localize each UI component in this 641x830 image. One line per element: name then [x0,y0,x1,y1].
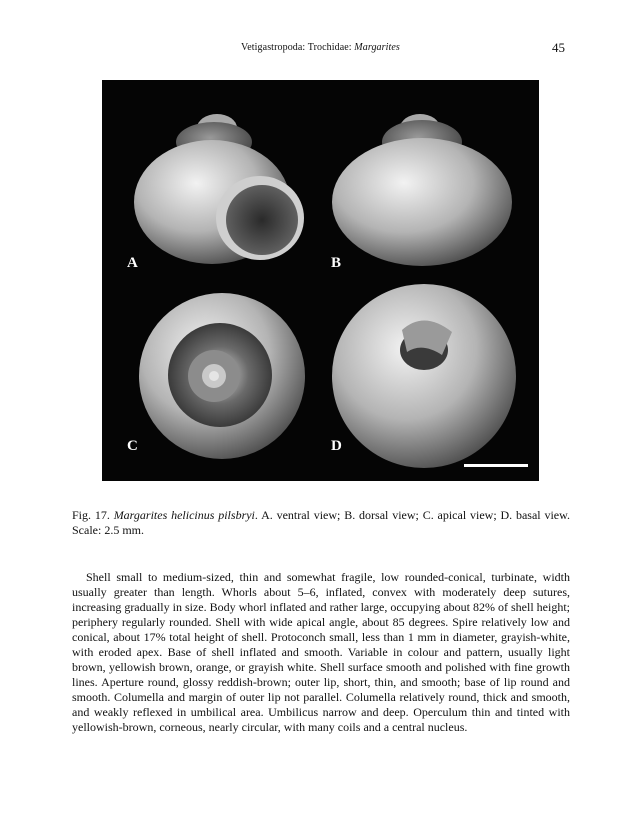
caption-label: Fig. 17. [72,508,110,522]
caption-text: . A. ventral view; B. dorsal view; C. apical view; D. basal view. Scale: 2.5 mm. [72,508,571,537]
figure-plate [102,80,539,481]
shell-view-a [134,114,304,264]
panel-letter-b: B [331,255,342,271]
page-number: 45 [552,40,565,55]
description-paragraph: Shell small to medium-sized, thin and somewhat fragile, low rounded-conical, turbinate, width usually greater than length. Whorls about 5–6, inflated, convex with moderately deep sutures, increasing gradually in size. Body whorl inflated and rather large, occupying about 82% of shell height; periphery regularly rounded. Shell with wide apical angle, about 85 degrees. Spire relatively low and conical, about 17% total height of shell. Protoconch small, less than 1 mm in diameter, grayish-white, with eroded apex. Base of shell inflated and smooth. Variable in colour and pattern, usually light brown, yellowish brown, orange, or grayish white. Shell surface smooth and polished with fine growth lines. Aperture round, glossy reddish-brown; outer lip, short, thin, and smooth; base of lip round and smooth. Columella and margin of outer lip not parallel. Columella relatively round, thick and smooth, and weakly reflexed in umbilical area. Umbilicus narrow and deep. Operculum thin and tinted with yellowish-brown, corneous, nearly circular, with many coils and a central nucleus. [72,570,570,734]
shell-view-c [139,293,305,459]
shell-view-b [332,114,512,266]
panel-letter-c: C [127,438,138,454]
running-head-prefix: Vetigastropoda: Trochidae: [241,42,355,53]
shell-photographs [102,80,539,481]
panel-letter-d: D [331,438,342,454]
panel-letter-a: A [127,255,138,271]
shell-view-d [332,284,516,468]
caption-species: Margarites helicinus pilsbryi [113,508,255,522]
figure-caption [72,508,570,538]
running-head [0,42,641,53]
running-head-genus: Margarites [354,42,400,53]
scale-bar [464,464,528,467]
